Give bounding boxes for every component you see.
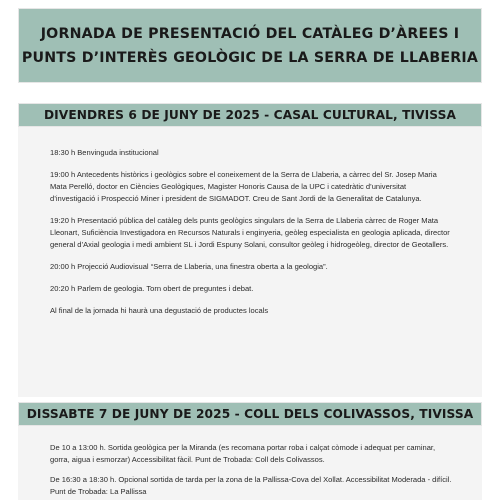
schedule-item-audiovisual: 20:00 h Projecció Audiovisual “Serra de Llaberia, una finestra oberta a la geologia”. <box>50 262 328 271</box>
day1-schedule <box>18 127 482 397</box>
schedule-item-catalog-presentation: 19:20 h Presentació pública del catàleg dels punts geològics singulars de la Serra de Llaberia càrrec de Roger Mata Lleonart, Suficiència Investigadora en Recursos Naturals i enginyeria, geòleg especialista en geologia aplicada, director general d’Axial geologia i medi ambient SL i Jordi Espuny Solani, consultor geòleg i hidrogeòleg, director de Geotallers. <box>50 216 450 249</box>
event-title-line-1: JORNADA DE PRESENTACIÓ DEL CATÀLEG D’ÀREES I <box>40 25 460 42</box>
schedule-item-debate: 20:20 h Parlem de geologia. Torn obert de preguntes i debat. <box>50 284 254 293</box>
schedule-item-morning-outing: De 10 a 13:00 h. Sortida geològica per la Miranda (es recomana portar roba i calçat còmode i adequat per caminar, gorra, aigua i esmorzar) Accessibilitat fàcil. Punt de Trobada: Coll dels Colivassos. <box>50 443 436 464</box>
event-title-line-2: PUNTS D’INTERÈS GEOLÒGIC DE LA SERRA DE LLABERIA <box>21 49 479 66</box>
day2-header <box>18 402 482 426</box>
day2-schedule <box>18 426 482 500</box>
schedule-item-history-talk: 19:00 h Antecedents històrics i geològics sobre el coneixement de la Serra de Llaberia, a càrrec del Sr. Josep Maria Mata Perelló, doctor en Ciències Geològiques, Magister Honoris Causa de la UPC i catedràtic d’universitat d’investigació i Prospecció Miner i president de SIGMADOT. Creu de Sant Jordi de la Generalitat de Catalunya. <box>50 170 437 203</box>
schedule-item-welcome: 18:30 h Benvinguda institucional <box>50 148 159 157</box>
day1-header <box>18 103 482 127</box>
schedule-item-afternoon-outing: De 16:30 a 18:30 h. Opcional sortida de tarda per la zona de la Pallissa-Cova del Xollat. Accessibilitat Moderada - difícil. Punt de Trobada: La Pallissa <box>50 475 452 496</box>
day2-header-text: DISSABTE 7 DE JUNY DE 2025 - COLL DELS COLIVASSOS, TIVISSA <box>26 407 474 421</box>
event-title-banner <box>18 8 482 83</box>
day1-header-text: DIVENDRES 6 DE JUNY DE 2025 - CASAL CULTURAL, TIVISSA <box>43 108 457 122</box>
schedule-item-tasting: Al final de la jornada hi haurà una degustació de productes locals <box>50 306 269 315</box>
